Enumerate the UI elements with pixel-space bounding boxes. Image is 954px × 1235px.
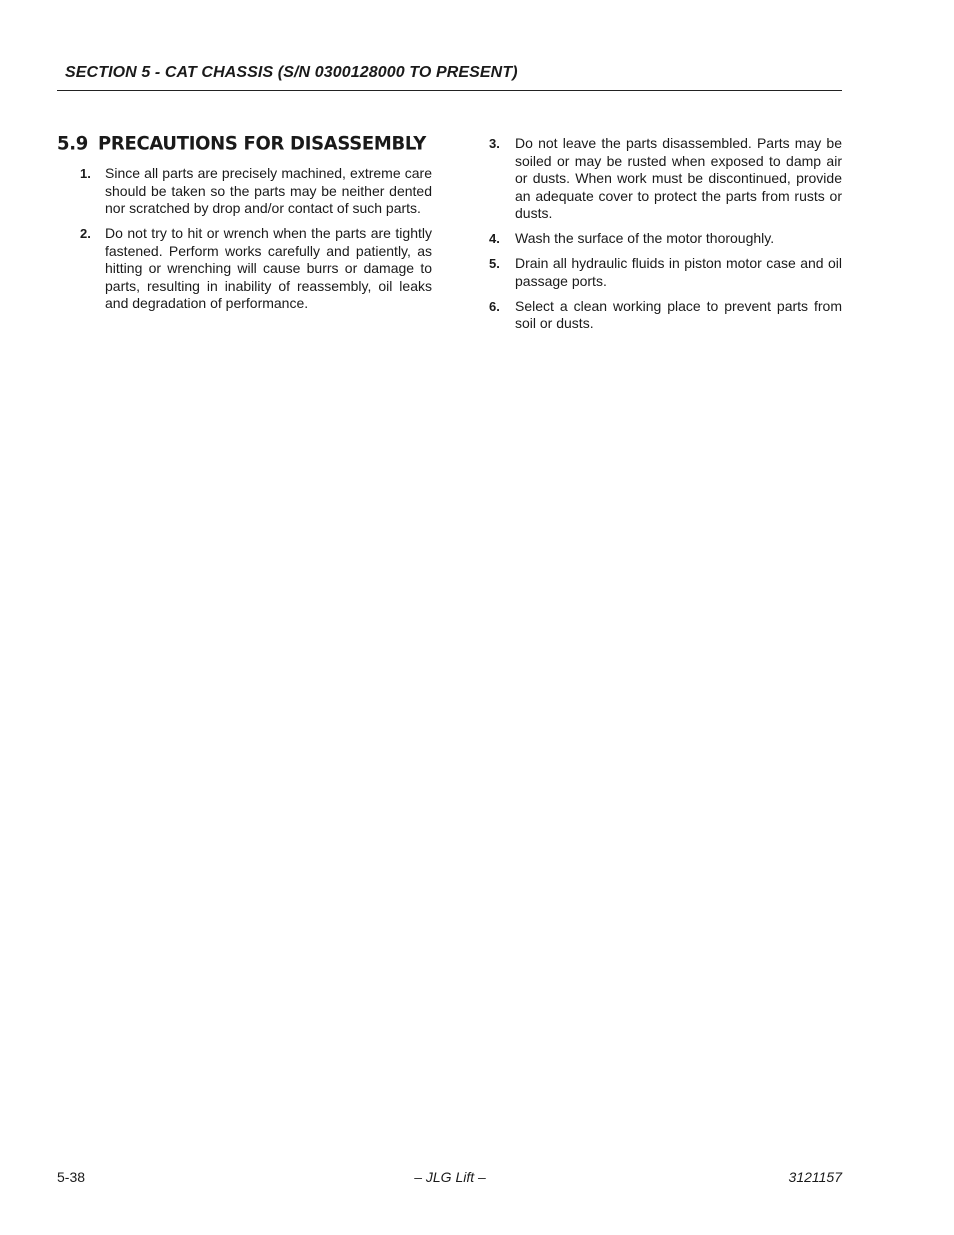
item-number: 5. [489, 256, 500, 271]
list-item [80, 165, 432, 218]
header-title: SECTION 5 - CAT CHASSIS (S/N 0300128000 TO PRESENT) [65, 64, 518, 81]
list-item [489, 230, 842, 248]
precautions-list-right [489, 135, 842, 340]
footer-publisher: – JLG Lift – [414, 1169, 486, 1185]
item-number: 2. [80, 226, 91, 241]
item-text: Drain all hydraulic fluids in piston motor case and oil passage ports. [515, 255, 842, 289]
item-number: 3. [489, 136, 500, 151]
footer-doc-number: 3121157 [788, 1169, 842, 1185]
footer-page-number: 5-38 [57, 1169, 86, 1185]
item-text: Since all parts are precisely machined, extreme care should be taken so the parts may be neither dented nor scratched by drop and/or contact of such parts. [105, 165, 432, 216]
section-title: PRECAUTIONS FOR DISASSEMBLY [98, 132, 427, 155]
list-item [489, 135, 842, 223]
item-number: 6. [489, 298, 500, 314]
item-text: Select a clean working place to prevent parts from soil or dusts. [515, 297, 842, 331]
item-number: 4. [489, 231, 500, 246]
item-text: Wash the surface of the motor thoroughly. [515, 230, 775, 246]
list-item [80, 225, 432, 313]
section-number: 5.9 [57, 132, 88, 155]
list-item [489, 255, 842, 290]
section-heading [57, 132, 426, 154]
page-header [57, 64, 842, 91]
list-item [489, 298, 842, 333]
item-text: Do not try to hit or wrench when the parts are tightly fastened. Perform works carefully and patiently, as hitting or wrenching will cause burrs or damage to parts, resulting in inability of reassembly, oil leaks and degradation of performance. [105, 225, 432, 311]
item-text: Do not leave the parts disassembled. Parts may be soiled or may be rusted when exposed to damp air or dusts. When work must be discontinued, provide an adequate cover to protect the parts from rusts or dusts. [515, 135, 842, 221]
item-number: 1. [80, 166, 91, 181]
precautions-list-left [80, 165, 432, 320]
